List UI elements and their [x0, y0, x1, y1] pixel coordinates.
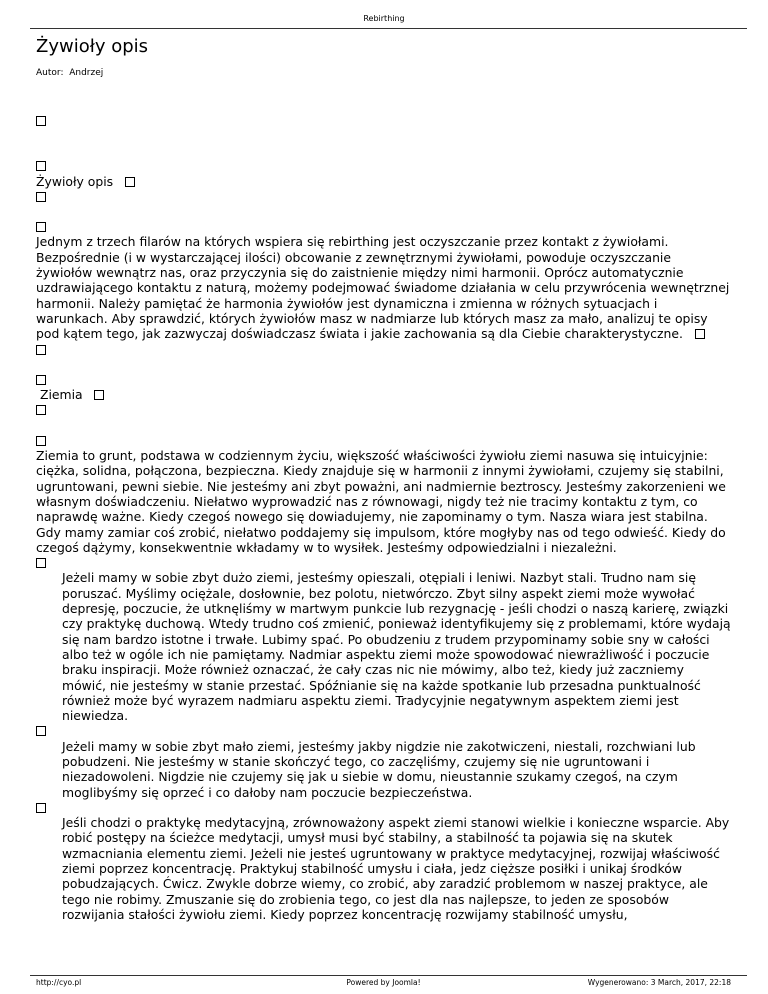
page-title: Żywioły opis [36, 36, 149, 57]
missing-glyph-icon [36, 726, 46, 736]
missing-glyph-icon [36, 436, 46, 446]
missing-glyph-icon [36, 161, 46, 171]
section-title: Żywioły opis [36, 173, 114, 189]
missing-glyph-icon [125, 177, 135, 187]
site-header: Rebirthing [363, 14, 405, 23]
author-name: Andrzej [69, 68, 104, 78]
intro-text: Jednym z trzech filarów na których wspiera się rebirthing jest oczyszczanie przez kontakt z żywiołami. Bezpośrednie (i w wystarczającej ilości) obcowanie z zewnętrznymi żywiołami, powoduje oczyszczanie żywiołów wewnątrz nas, oraz przyczynia się do zaistnienie między nimi harmonii. Oprócz automatycznie uzdrawiającego kontaktu z naturą, możemy podejmować świadome działania w celu przywrócenia wewnętrznej harmonii. Należy pamiętać że harmonia żywiołów jest dynamiczna i zmienna w różnych sytuacjach i warunkach. Aby sprawdzić, których żywiołów masz w nadmiarze lub których masz za mało, analizuj te opisy pod kątem tego, jak zazwyczaj doświadczasz świata i jakie zachowania są dla Ciebie charakterystyczne. [36, 234, 730, 342]
earth-paragraph-4: Jeśli chodzi o praktykę medytacyjną, zrównoważony aspekt ziemi stanowi wielkie i konieczne wsparcie. Aby robić postępy na ścieżce medytacji, umysł musi być stabilny, a stabilność ta pojawia się na skutek wzmacniania elementu ziemi. Jeżeli nie jesteś ugruntowany w praktyce medytacyjnej, rozwijaj właściwość ziemi poprzez koncentrację. Praktykuj stabilność umysłu i ciała, jedz cięższe posiłki i unikaj środków pobudzających. Ćwicz. Zwykle dobrze wiemy, co zrobić, aby zaradzić problemom w naszej praktyce, ale tego nie robimy. Zmuszanie się do zrobienia tego, co jest dla nas najlepsze, to jeden ze sposobów rozwijania stałości żywiołu ziemi. Kiedy poprzez koncentrację rozwijamy stabilność umysłu, [62, 815, 730, 922]
missing-glyph-icon [36, 222, 46, 232]
footer-divider [30, 975, 747, 976]
earth-paragraph-1: Ziemia to grunt, podstawa w codziennym życiu, większość właściwości żywiołu ziemi nasuwa się intuicyjnie: ciężka, solidna, połączona, bezpieczna. Kiedy znajduje się w harmonii z innymi żywiołami, czujemy się stabilni, ugruntowani, pewni siebie. Nie jesteśmy ani zbyt poważni, ani nadmiernie beztroscy. Jesteśmy zakorzenieni we własnym doświadczeniu. Niełatwo wyprowadzić nas z równowagi, nigdy też nie tracimy kontaktu z tym, co naprawdę ważne. Kiedy czegoś nowego się dowiadujemy, nie zapominamy o tym. Nasza wiara jest stabilna. Gdy mamy zamiar coś zrobić, niełatwo poddajemy się impulsom, które mogłyby nas od tego odwieść. Kiedy do czegoś dążymy, konsekwentnie wkładamy w to wysiłek. Jesteśmy odpowiedzialni i niezależni. [36, 448, 726, 555]
missing-glyph-icon [36, 375, 46, 385]
intro-paragraph [36, 234, 731, 341]
missing-glyph-icon [36, 405, 46, 415]
missing-glyph-icon [36, 192, 46, 202]
missing-glyph-icon [695, 329, 705, 339]
earth-paragraph-3: Jeżeli mamy w sobie zbyt mało ziemi, jesteśmy jakby nigdzie nie zakotwiczeni, niestali, rozchwiani lub pobudzeni. Nie jesteśmy w stanie skończyć tego, co zaczęliśmy, czujemy się nie ugruntowani i niezadowoleni. Nigdzie nie czujemy się jak u siebie w domu, nieustannie szukamy czegoś, na czym moglibyśmy się oprzeć i co dałoby nam poczucie bezpieczeństwa. [62, 738, 696, 800]
missing-glyph-icon [36, 558, 46, 568]
article-body [36, 113, 731, 922]
header-divider [30, 28, 747, 29]
missing-glyph-icon [36, 803, 46, 813]
footer-powered: Powered by Joomla! [346, 978, 421, 987]
author-label: Autor: [36, 68, 64, 78]
missing-glyph-icon [36, 345, 46, 355]
footer-url[interactable]: http://cyo.pl [36, 978, 82, 987]
earth-paragraph-2: Jeżeli mamy w sobie zbyt dużo ziemi, jesteśmy opieszali, otępiali i leniwi. Nazbyt stali. Trudno nam się poruszać. Myślimy ociężale, dosłownie, bez polotu, nietwórczo. Zbyt silny aspekt ziemi może wywołać depresję, poczucie, że utknęliśmy w martwym punkcie lub rezygnację - jeśli chodzi o naszą karierę, związki czy praktykę duchową. Wtedy trudno coś zmienić, ponieważ identyfikujemy się z problemami, które wydają się nam bardzo istotne i trwałe. Lubimy spać. Po obudzeniu z trudem przypominamy sobie sny w całości albo też w ogóle ich nie pamiętamy. Nadmiar aspektu ziemi może spowodować niewrażliwość i poczucie braku inspiracji. Może również oznaczać, że cały czas nic nie mówimy, albo też, kiedy już zaczniemy mówić, nie jesteśmy w stanie przestać. Spóźnianie się na każde spotkanie lub przesadna punktualność również może być wyrazem nadmiaru aspektu ziemi. Tradycyjnie negatywnym aspektem ziemi jest niewiedza. [62, 570, 731, 724]
author-line [36, 68, 103, 78]
footer-generated: Wygenerowano: 3 March, 2017, 22:18 [587, 978, 731, 987]
missing-glyph-icon [94, 390, 104, 400]
earth-heading: Ziemia [39, 387, 83, 403]
missing-glyph-icon [36, 116, 46, 126]
